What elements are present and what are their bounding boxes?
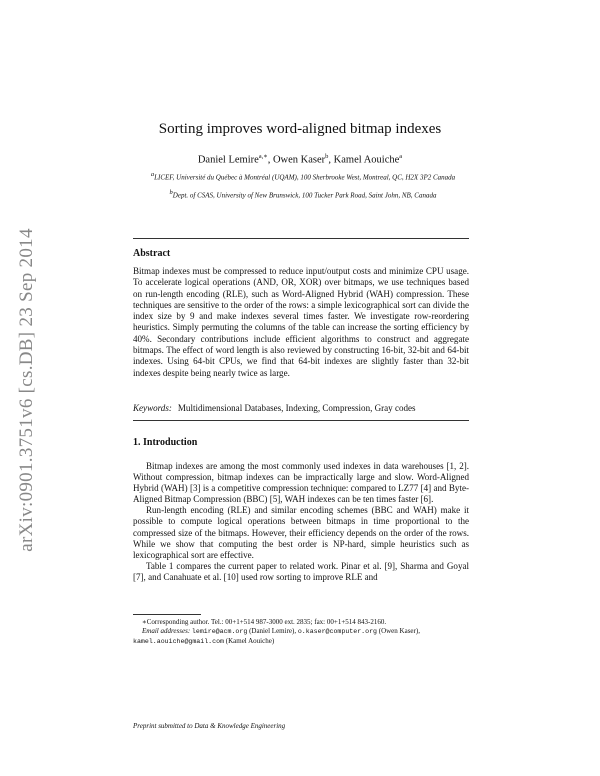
abstract-bottom-rule <box>133 420 469 421</box>
section-heading: 1. Introduction <box>133 437 198 448</box>
email-owner: (Daniel Lemire), <box>249 627 297 636</box>
affiliation-text: LICEF, Université du Québec à Montréal (UQAM), 100 Sherbrooke West, Montreal, QC, H2X 3P2 Canada <box>154 173 456 182</box>
footnotes <box>133 618 469 646</box>
author-name: Owen Kaser <box>272 154 326 166</box>
email-link[interactable]: o.kaser@computer.org <box>297 628 377 636</box>
email-link[interactable]: kamel.aouiche@gmail.com <box>133 637 225 645</box>
keywords-line <box>133 403 416 413</box>
abstract-top-rule <box>133 238 469 239</box>
author-name: Daniel Lemire <box>197 154 259 166</box>
affiliation-mark: b <box>169 189 173 196</box>
author-name: Kamel Aouiche <box>333 154 400 166</box>
affiliation <box>140 188 466 200</box>
body-paragraph: Table 1 compares the current paper to related work. Pinar et al. [9], Sharma and Goyal [7], and Canahuate et al. [10] used row sorting to improve RLE and <box>133 560 469 582</box>
footnote-rule <box>133 614 201 615</box>
preprint-footer: Preprint submitted to Data & Knowledge Engineering <box>133 722 286 730</box>
affiliation-text: Dept. of CSAS, University of New Brunswick, 100 Tucker Park Road, Saint John, NB, Canada <box>172 191 437 200</box>
abstract-heading: Abstract <box>133 248 171 259</box>
keywords-text: Multidimensional Databases, Indexing, Compression, Gray codes <box>177 403 416 413</box>
footnote-emails <box>133 627 469 646</box>
author-list: Daniel Lemire$^{a,∗}$, Owen Kaser$^b$, Kamel Aouiche$^a$ <box>197 153 403 166</box>
author-mark: a <box>399 153 403 160</box>
author-mark: b <box>325 153 329 160</box>
affiliation-mark: a <box>150 171 155 178</box>
arxiv-id-text: arXiv:0901.3751v6 [cs.DB] 23 Sep 2014 <box>16 228 37 552</box>
email-owner: (Kamel Aouiche) <box>225 636 275 645</box>
arxiv-sidebar-stamp <box>10 210 44 570</box>
abstract-text: Bitmap indexes must be compressed to reduce input/output costs and minimize CPU usage. To accelerate logical operations (AND, OR, XOR) over bitmaps, we use techniques based on run-length encoding (RLE), such as Word-Aligned Hybrid (WAH) compression. These techniques are sensitive to the order of the rows: a simple lexicographical sort can divide the index size by 9 and make indexes several times faster. We investigate row-reordering heuristics. Simply permuting the columns of the table can increase the sorting efficiency by 40%. Secondary contributions include efficient algorithms to construct and aggregate bitmaps. The effect of word length is also reviewed by constructing 16-bit, 32-bit and 64-bit indexes. Using 64-bit CPUs, we find that 64-bit indexes are slightly faster than 32-bit indexes despite being nearly twice as large. <box>133 266 469 378</box>
footnote-corresponding: ∗Corresponding author. Tel.: 00+1+514 987-3000 ext. 2835; fax: 00+1+514 843-2160. <box>142 618 387 626</box>
affiliation <box>140 170 466 182</box>
paper-title: Sorting improves word-aligned bitmap indexes <box>158 121 442 137</box>
keywords-label: Keywords: <box>133 403 172 413</box>
author-mark: a,∗ <box>258 153 268 160</box>
body-paragraph: Bitmap indexes are among the most commonly used indexes in data warehouses [1, 2]. Without compression, bitmap indexes can be impractically large and slow. Word-Aligned Hybrid (WAH) [3] is a competitive compression technique: compared to LZ77 [4] and Byte-Aligned Bitmap Compression (BBC) [5], WAH indexes can be ten times faster [6]. <box>133 461 469 505</box>
email-label: Email addresses: <box>142 627 191 636</box>
body-paragraph: Run-length encoding (RLE) and similar encoding schemes (BBC and WAH) make it possible to compute logical operations between bitmaps in time proportional to the compressed size of the bitmaps. However, their efficiency depends on the order of the rows. While we show that computing the best order is NP-hard, simple heuristics such as lexicographical sort are effective. <box>133 505 469 560</box>
email-owner: (Owen Kaser), <box>378 627 420 636</box>
introduction-body <box>133 461 469 583</box>
email-link[interactable]: lemire@acm.org <box>191 628 248 636</box>
